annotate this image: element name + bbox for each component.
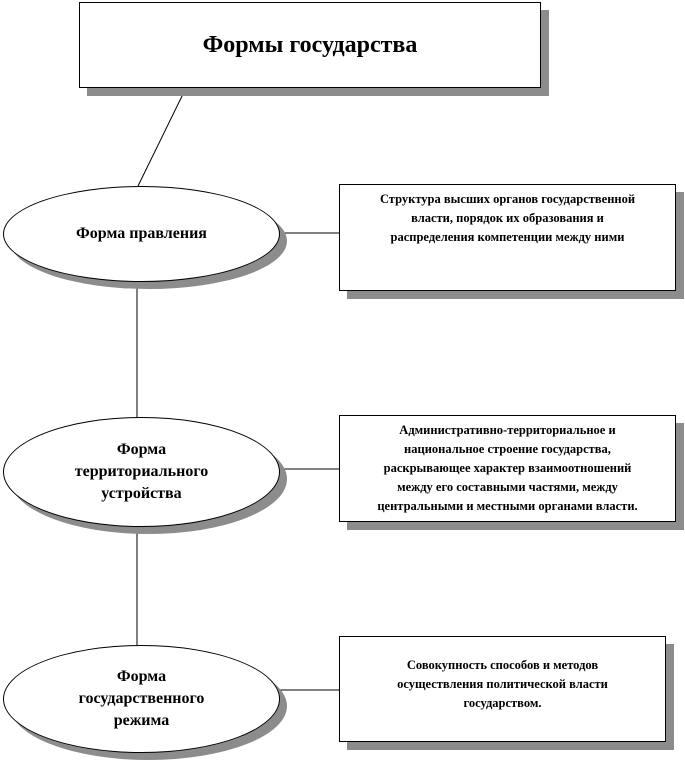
description-text: Совокупность способов и методов осуществления политической власти государством.: [397, 657, 608, 710]
form-node-label: Форма государственного режима: [78, 668, 205, 729]
form-node-label: Форма территориального устройства: [74, 441, 209, 502]
description-text: Административно-территориальное и национальное строение государства, раскрывающее характер взаимоотношений между его составными частями, между центральными и местными органами власти.: [377, 423, 638, 513]
form-node-territorialnogo-ustroistva: [3, 417, 280, 527]
form-node-rezhima: [3, 645, 280, 753]
diagram-title: Формы государства: [202, 31, 418, 58]
connector-title-to-form-pravleniya: [138, 90, 185, 186]
description-box-rezhima: [339, 636, 666, 742]
form-node-pravleniya: [3, 186, 280, 282]
form-node-label: Форма правления: [76, 225, 207, 242]
diagram-title-box: [79, 2, 541, 88]
description-box-pravleniya: [339, 184, 676, 291]
description-text: Структура высших органов государственной власти, порядок их образования и распределения компетенции между ними: [379, 192, 636, 244]
description-box-territorialnogo-ustroistva: [339, 415, 676, 522]
